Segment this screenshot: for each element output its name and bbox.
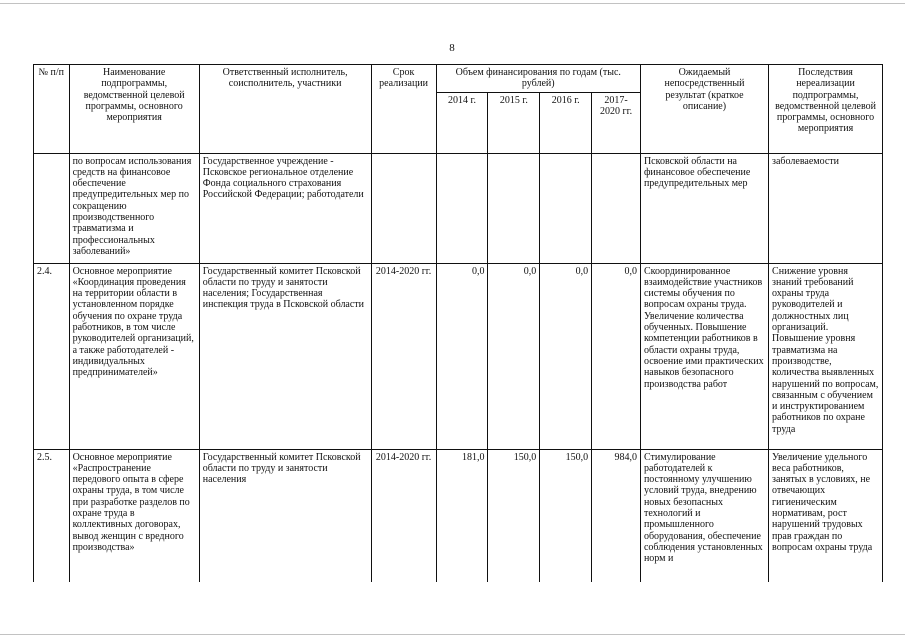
table-row xyxy=(34,263,883,449)
cell-consequences: заболеваемости xyxy=(769,153,883,263)
cell-2014: 0,0 xyxy=(436,263,488,449)
header-consequences: Последствия нереализации подпрограммы, ведомственной целевой программы, основного мероприятия xyxy=(769,65,883,154)
cell-term: 2014-2020 гг. xyxy=(371,263,436,449)
cell-2016: 150,0 xyxy=(540,449,592,582)
cell-result: Стимулирование работодателей к постоянному улучшению условий труда, внедрению новых безопасных технологий и промышленного оборудования, обеспечение соблюдения установленных норм и xyxy=(640,449,768,582)
cell-2017-2020: 0,0 xyxy=(592,263,641,449)
header-year-2017-2020: 2017-2020 гг. xyxy=(592,92,641,153)
cell-2017-2020 xyxy=(592,153,641,263)
cell-2015: 150,0 xyxy=(488,449,540,582)
header-year-2016: 2016 г. xyxy=(540,92,592,153)
header-funding: Объем финансирования по годам (тыс. рублей) xyxy=(436,65,640,93)
cell-2015: 0,0 xyxy=(488,263,540,449)
cell-term: 2014-2020 гг. xyxy=(371,449,436,582)
scan-bottom-edge xyxy=(0,634,905,635)
cell-executor: Государственный комитет Псковской области по труду и занятости населения; Государственная инспекция труда в Псковской области xyxy=(199,263,371,449)
header-result: Ожидаемый непосредственный результат (краткое описание) xyxy=(640,65,768,154)
table-row xyxy=(34,449,883,582)
header-no: № п/п xyxy=(34,65,70,154)
page-number: 8 xyxy=(449,42,455,54)
cell-2016: 0,0 xyxy=(540,263,592,449)
cell-consequences: Увеличение удельного веса работников, занятых в условиях, не отвечающих гигиеническим нормативам, рост нарушений трудовых прав граждан по вопросам охраны труда xyxy=(769,449,883,582)
cell-2016 xyxy=(540,153,592,263)
table-row xyxy=(34,153,883,263)
cell-executor: Государственный комитет Псковской области по труду и занятости населения xyxy=(199,449,371,582)
table-header-row xyxy=(34,65,883,93)
cell-result: Псковской области на финансовое обеспечение предупредительных мер xyxy=(640,153,768,263)
cell-no: 2.5. xyxy=(34,449,70,582)
cell-result: Скоординированное взаимодействие участников системы обучения по вопросам охраны труда. Увеличение количества обученных. Повышение компетенции работников в области охраны труда, освоение ими практических навыков безопасного производства работ xyxy=(640,263,768,449)
header-term: Срок реализации xyxy=(371,65,436,154)
cell-executor: Государственное учреждение - Псковское региональное отделение Фонда социального страхования Российской Федерации; работодатели xyxy=(199,153,371,263)
cell-2014: 181,0 xyxy=(436,449,488,582)
cell-name: Основное мероприятие «Координация проведения на территории области в установленном порядке обучения по охране труда работников, в том числе руководителей организаций, а также работодателей - индивидуальных предпринимателей» xyxy=(69,263,199,449)
program-activities-table xyxy=(33,64,883,582)
header-name: Наименование подпрограммы, ведомственной целевой программы, основного мероприятия xyxy=(69,65,199,154)
cell-2015 xyxy=(488,153,540,263)
cell-no: 2.4. xyxy=(34,263,70,449)
cell-2014 xyxy=(436,153,488,263)
cell-name: Основное мероприятие «Распространение передового опыта в сфере охраны труда, в том числе при разработке разделов по охране труда в коллективных договорах, вывод женщин с вредного производства» xyxy=(69,449,199,582)
cell-consequences: Снижение уровня знаний требований охраны труда руководителей и должностных лиц организаций. Повышение уровня травматизма на производстве, количества выявленных нарушений по вопросам, связанным с обучением и инструктированием работников по охране труда xyxy=(769,263,883,449)
header-year-2015: 2015 г. xyxy=(488,92,540,153)
header-executor: Ответственный исполнитель, соисполнитель, участники xyxy=(199,65,371,154)
cell-no xyxy=(34,153,70,263)
cell-name: по вопросам использования средств на финансовое обеспечение предупредительных мер по сокращению производственного травматизма и профессиональных заболеваний» xyxy=(69,153,199,263)
header-year-2014: 2014 г. xyxy=(436,92,488,153)
cell-term xyxy=(371,153,436,263)
cell-2017-2020: 984,0 xyxy=(592,449,641,582)
scan-top-edge xyxy=(0,3,905,4)
